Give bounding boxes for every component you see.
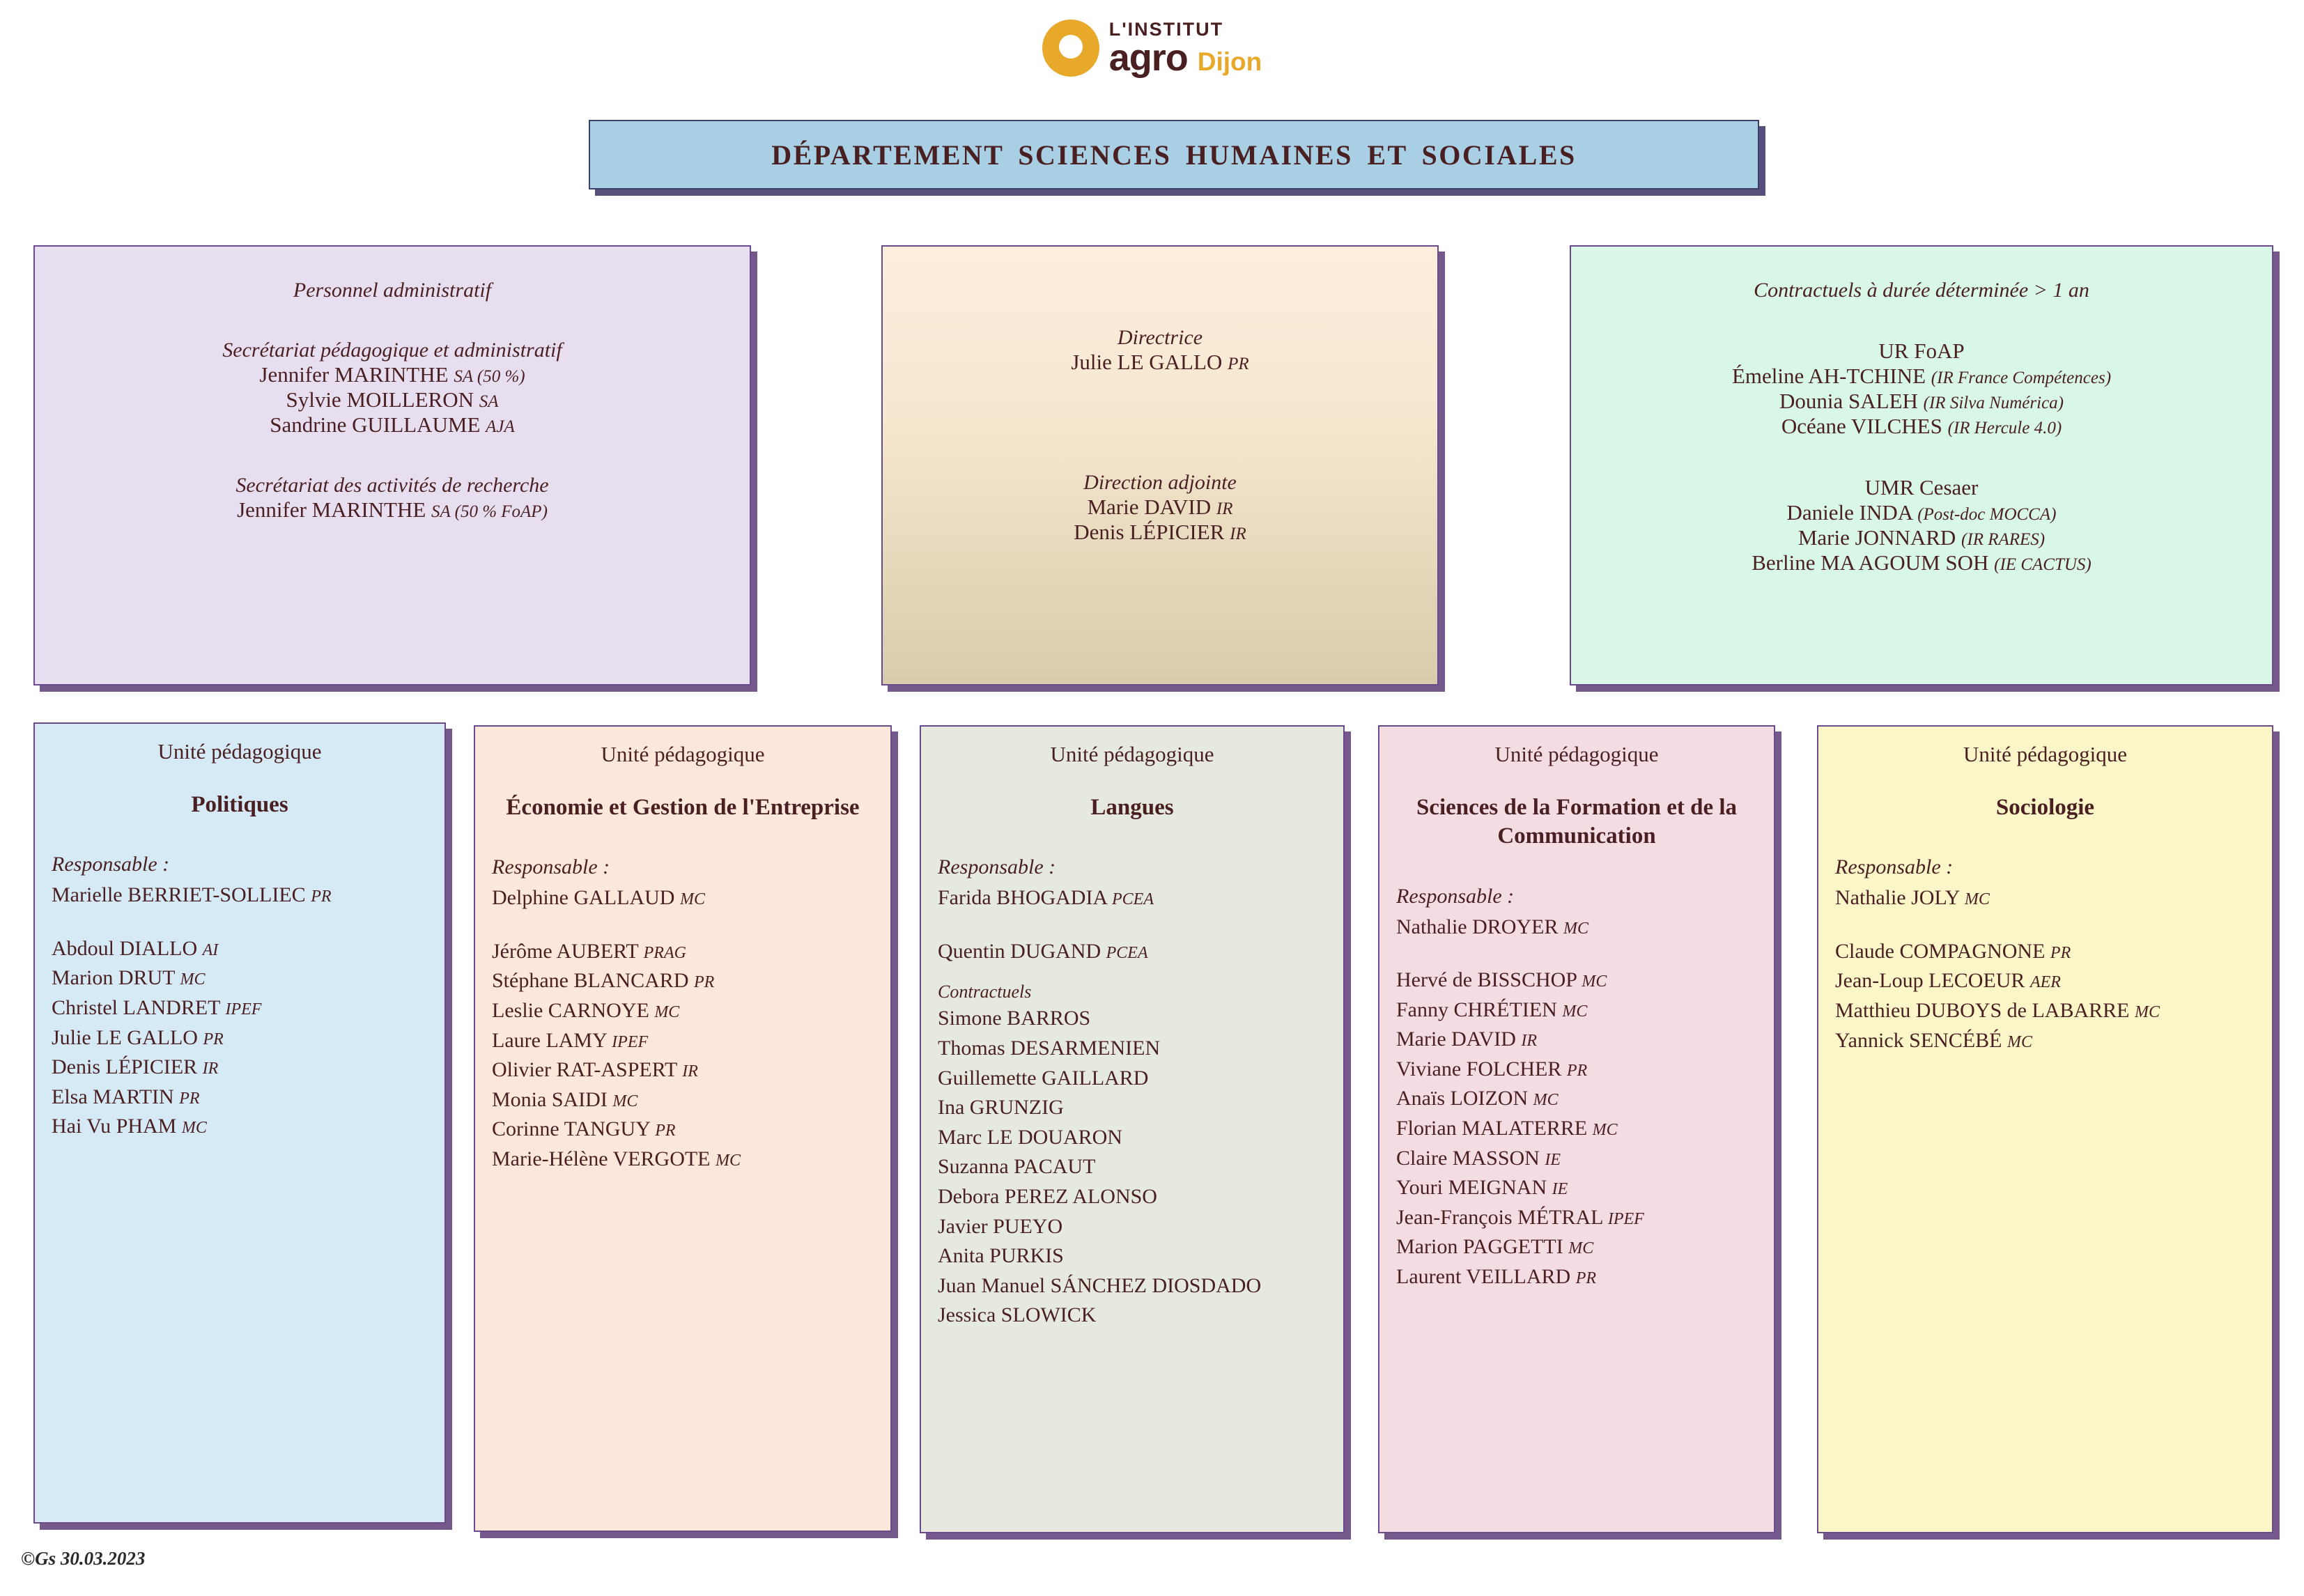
page-title-banner [589,120,1759,189]
list-item: Hai Vu PHAM MC [52,1115,207,1138]
fixed-term-contracts-box [1570,245,2273,685]
logo-text [1109,20,1262,77]
list-item: Suzanna PACAUT [938,1155,1096,1179]
cdd-group2-title: UMR Cesaer [1864,475,1979,499]
list-item: Javier PUEYO [938,1214,1063,1238]
list-item: Farida BHOGADIA PCEA [938,886,1154,910]
list-item: Laurent VEILLARD PR [1396,1265,1597,1289]
list-item: Anaïs LOIZON MC [1396,1087,1559,1110]
list-item: Corinne TANGUY PR [492,1117,676,1141]
list-item: Jérôme AUBERT PRAG [492,939,686,963]
admin-heading: Personnel administratif [293,279,492,302]
list-item: Marion PAGGETTI MC [1396,1235,1594,1259]
unit-title: Politiques [191,792,288,817]
list-item: Denis LÉPICIER IR [1074,520,1246,544]
list-item: Anita PURKIS [938,1244,1064,1268]
list-item: Youri MEIGNAN IE [1396,1176,1568,1200]
list-item: Claire MASSON IE [1396,1146,1561,1170]
responsable-label: Responsable : [1835,855,1954,879]
list-item: Émeline AH-TCHINE (IR France Compétences) [1731,364,2112,388]
logo-line-institut: L'INSTITUT [1108,18,1224,40]
list-item: Quentin DUGAND PCEA [938,939,1148,963]
list-item: Nathalie JOLY MC [1835,886,1990,910]
admin-section1-title: Secrétariat pédagogique et administratif [222,339,562,362]
list-item: Jessica SLOWICK [938,1303,1097,1327]
unit-title: Sociologie [1995,795,2095,820]
list-item: Jennifer MARINTHE SA (50 % FoAP) [237,497,548,522]
list-item: Marie JONNARD (IR RARES) [1797,525,2046,550]
pedagogical-unit-politiques [33,722,446,1524]
logo-group [1042,20,1262,77]
list-item: Hervé de BISSCHOP MC [1396,968,1607,992]
direction-box [881,245,1439,685]
direction-role-label: Directrice [1117,326,1203,349]
agro-circle-icon [1042,20,1099,77]
list-item: Jean-François MÉTRAL IPEF [1396,1205,1644,1229]
contractuels-label: Contractuels [938,982,1032,1002]
unit-head-label: Unité pédagogique [1494,742,1659,766]
list-item: Elsa MARTIN PR [52,1085,200,1108]
list-item: Marie DAVID IR [1396,1028,1538,1051]
list-item: Sandrine GUILLAUME AJA [270,412,515,437]
list-item: Stéphane BLANCARD PR [492,969,715,993]
pedagogical-unit-economie-gestion [474,725,892,1532]
list-item: Marc LE DOUARON [938,1125,1122,1149]
list-item: Julie LE GALLO PR [1071,350,1249,374]
pedagogical-unit-langues [920,725,1345,1533]
list-item: Laure LAMY IPEF [492,1028,649,1052]
list-item: Matthieu DUBOYS de LABARRE MC [1835,999,2160,1023]
list-item: Marion DRUT MC [52,966,206,990]
responsable-label: Responsable : [492,855,610,879]
list-item: Abdoul DIALLO AI [52,936,219,960]
unit-title: Sciences de la Formation et de la Communication [1416,795,1738,849]
logo-campus: Dijon [1197,47,1262,76]
responsable-label: Responsable : [938,855,1056,879]
list-item: Debora PEREZ ALONSO [938,1185,1157,1208]
list-item: Julie LE GALLO PR [52,1025,224,1049]
copyright-footer: ©Gs 30.03.2023 [21,1548,146,1569]
list-item: Daniele INDA (Post-doc MOCCA) [1786,500,2057,525]
unit-head-label: Unité pédagogique [1050,742,1214,766]
list-item: Claude COMPAGNONE PR [1835,939,2071,963]
pedagogical-unit-sciences-formation-communication [1378,725,1775,1533]
list-item: Olivier RAT-ASPERT IR [492,1058,698,1082]
list-item: Thomas DESARMENIEN [938,1037,1161,1060]
list-item: Dounia SALEH (IR Silva Numérica) [1779,389,2064,413]
list-item: Océane VILCHES (IR Hercule 4.0) [1781,414,2062,438]
list-item: Denis LÉPICIER IR [52,1055,219,1079]
unit-head-label: Unité pédagogique [1963,742,2127,766]
list-item: Jean-Loup LECOEUR AER [1835,969,2061,993]
cdd-heading: Contractuels à durée déterminée > 1 an [1754,279,2089,302]
list-item: Guillemette GAILLARD [938,1066,1149,1090]
responsable-label: Responsable : [52,853,170,876]
list-item: Leslie CARNOYE MC [492,999,680,1023]
page-title: DÉPARTEMENT SCIENCES HUMAINES ET SOCIALES [771,139,1577,171]
institut-agro-logo [0,20,2304,77]
list-item: Nathalie DROYER MC [1396,915,1588,938]
list-item: Monia SAIDI MC [492,1087,638,1111]
administrative-staff-box [33,245,751,685]
list-item: Marielle BERRIET-SOLLIEC PR [52,883,332,907]
logo-line-agro: agro Dijon [1108,36,1262,79]
list-item: Jennifer MARINTHE SA (50 %) [259,362,525,387]
list-item: Fanny CHRÉTIEN MC [1396,998,1588,1021]
list-item: Viviane FOLCHER PR [1396,1057,1588,1080]
list-item: Yannick SENCÉBÉ MC [1835,1028,2032,1052]
unit-head-label: Unité pédagogique [157,739,322,764]
list-item: Marie-Hélène VERGOTE MC [492,1147,741,1170]
list-item: Marie DAVID IR [1087,495,1233,519]
list-item: Berline MA AGOUM SOH (IE CACTUS) [1752,550,2092,575]
list-item: Florian MALATERRE MC [1396,1117,1618,1140]
unit-head-label: Unité pédagogique [601,742,765,766]
pedagogical-unit-sociologie [1817,725,2273,1533]
responsable-label: Responsable : [1396,884,1515,908]
list-item: Ina GRUNZIG [938,1096,1064,1119]
unit-title: Langues [1090,795,1174,820]
unit-title: Économie et Gestion de l'Entreprise [506,795,860,820]
cdd-group1-title: UR FoAP [1878,339,1965,363]
direction-adjointe-label: Direction adjointe [1083,471,1237,494]
list-item: Simone BARROS [938,1007,1091,1030]
list-item: Delphine GALLAUD MC [492,886,705,910]
list-item: Juan Manuel SÁNCHEZ DIOSDADO [938,1273,1262,1297]
list-item: Sylvie MOILLERON SA [286,387,499,412]
admin-section2-title: Secrétariat des activités de recherche [235,474,549,497]
list-item: Christel LANDRET IPEF [52,996,262,1020]
